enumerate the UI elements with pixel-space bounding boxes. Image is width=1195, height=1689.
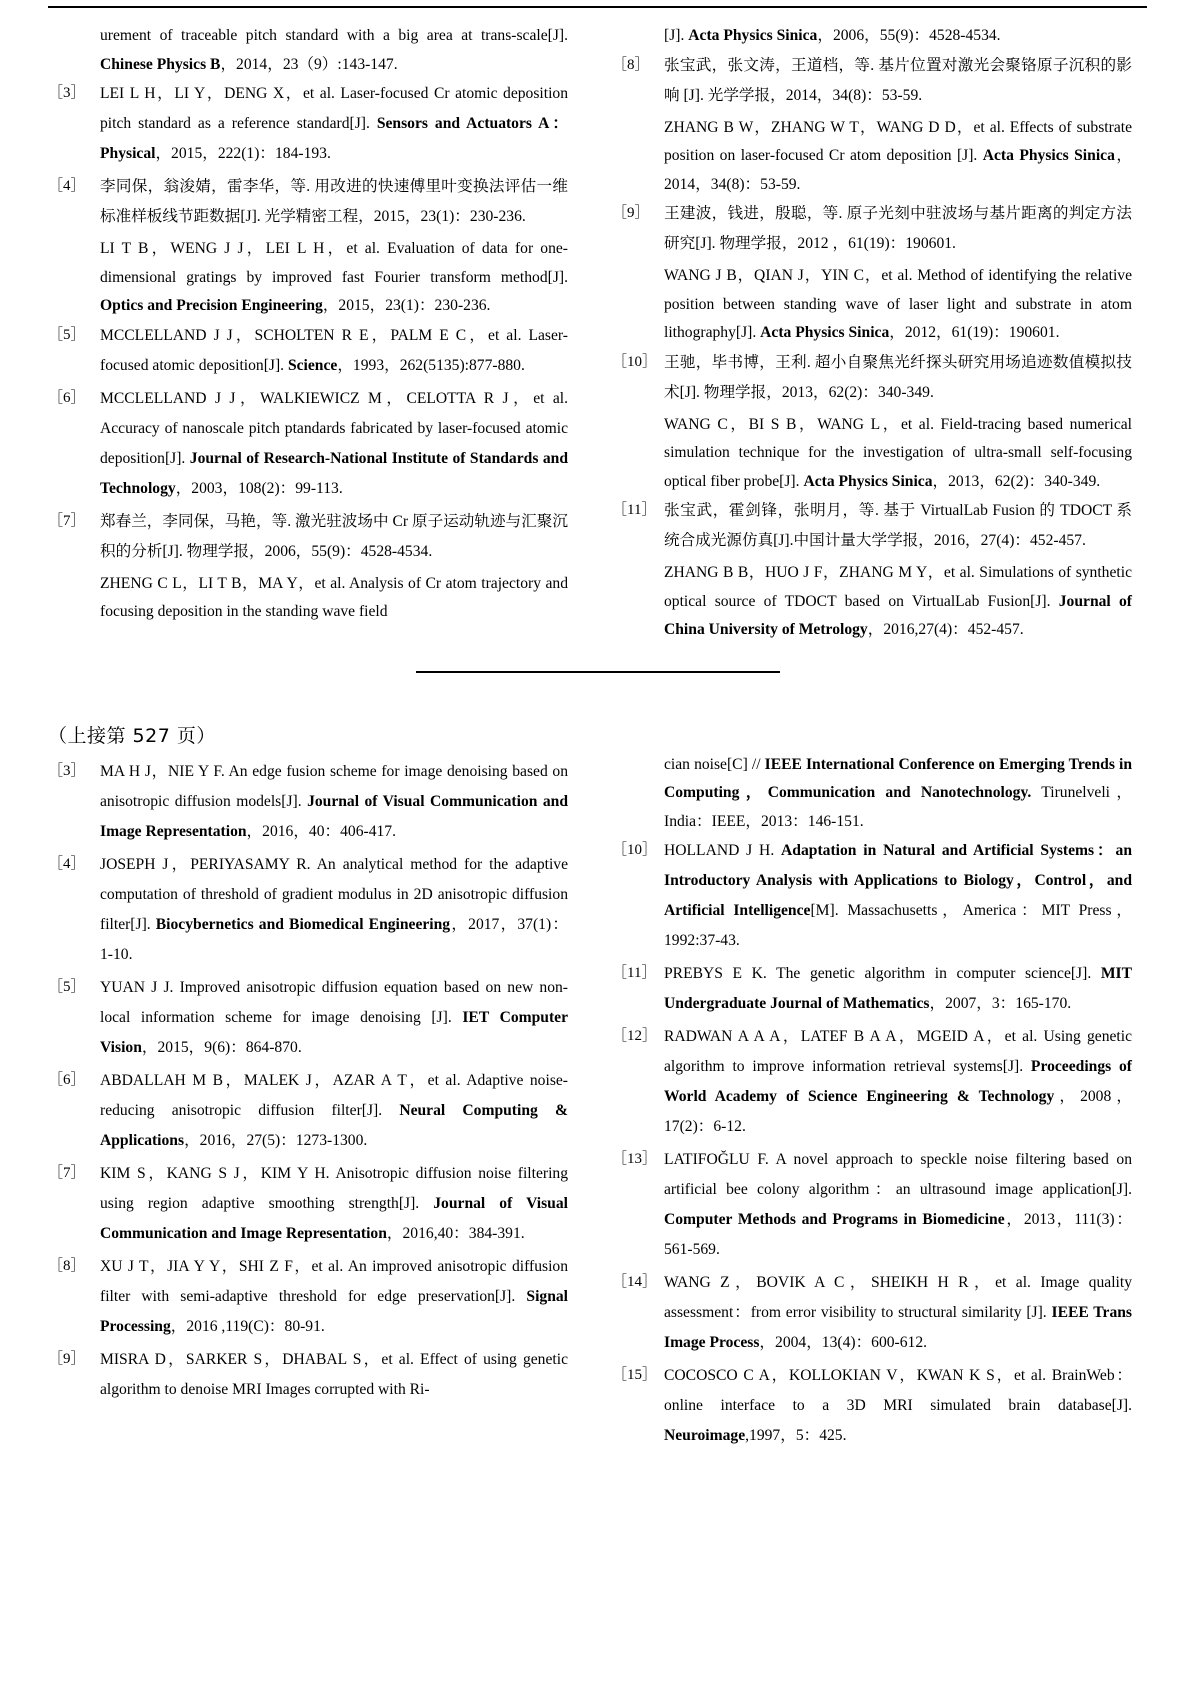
- reference-text: 张宝武，张文涛，王道档，等. 基片位置对激光会聚铬原子沉积的影响 [J]. 光学学报，2014，34(8)：53-59.: [664, 56, 1132, 104]
- reference-continuation-text: cian noise[C] // IEEE International Conference on Emerging Trends in Computing，Communication and Nanotechnology. Tirunelveli，India：IEEE，2013：146-151.: [664, 755, 1132, 830]
- reference-entry: [48, 79, 568, 169]
- reference-entry: [612, 1361, 1132, 1451]
- reference-text: LEI L H，LI Y，DENG X，et al. Laser-focused Cr atomic deposition pitch standard as a reference standard[J]. Sensors and Actuators A：Physical，2015，222(1)：184-193.: [100, 85, 568, 162]
- section-separator: [48, 645, 1147, 699]
- reference-entry: [48, 384, 568, 504]
- reference-entry: [612, 51, 1132, 111]
- reference-text: KIM S，KANG S J，KIM Y H. Anisotropic diffusion noise filtering using region adaptive smoothing strength[J]. Journal of Visual Communication and Image Representation，2016,40：384-391.: [100, 1164, 568, 1242]
- reference-text: MCCLELLAND J J，WALKIEWICZ M，CELOTTA R J，et al. Accuracy of nanoscale pitch ptandards fabricated by laser-focused atomic deposition[J]. Journal of Research-National Institute of Standards and Technology，2003，108(2)：99-113.: [100, 389, 568, 497]
- reference-number: ［5］: [48, 326, 86, 343]
- reference-text: 王驰，毕书博，王利. 超小自聚焦光纤探头研究用场追迹数值模拟技术[J]. 物理学报，2013，62(2)：340-349.: [664, 353, 1132, 401]
- reference-text: RADWAN A A A，LATEF B A A，MGEID A，et al. Using genetic algorithm to improve information retrieval systems[J]. Proceedings of World Academy of Science Engineering & Technology，2008，17(2)：6-12.: [664, 1028, 1132, 1135]
- reference-continuation-text: [J]. Acta Physics Sinica，2006，55(9)：4528-4534.: [664, 27, 1001, 44]
- separator-rule: [416, 671, 780, 673]
- reference-number: ［3］: [48, 85, 86, 101]
- upper-left-column: [48, 22, 568, 645]
- reference-entry: [48, 321, 568, 381]
- reference-entry: [48, 507, 568, 567]
- reference-entry: [612, 1022, 1132, 1142]
- reference-number: ［5］: [48, 978, 86, 995]
- reference-number: ［7］: [48, 512, 86, 529]
- reference-entry: [612, 959, 1132, 1019]
- reference-number: ［9］: [612, 205, 650, 221]
- reference-entry: [48, 1345, 568, 1405]
- reference-entry: [48, 757, 568, 847]
- reference-number: ［4］: [48, 178, 86, 194]
- reference-entry: [612, 496, 1132, 556]
- upper-right-column: [612, 22, 1132, 645]
- reference-translation-text: WANG J B，QIAN J，YIN C，et al. Method of identifying the relative position between standing wave of laser light and substrate in atom lithography[J]. Acta Physics Sinica，2012，61(19)：190601.: [664, 267, 1132, 341]
- reference-text: 张宝武，霍剑锋，张明月，等. 基于 VirtualLab Fusion 的 TDOCT 系统合成光源仿真[J].中国计量大学学报，2016，27(4)：452-457.: [664, 502, 1132, 549]
- reference-text: PREBYS E K. The genetic algorithm in computer science[J]. MIT Undergraduate Journal of Mathematics，2007，3：165-170.: [664, 965, 1132, 1012]
- lower-right-column: [612, 721, 1132, 1455]
- reference-number: ［15］: [612, 1367, 658, 1383]
- column-top-spacer: [612, 721, 1132, 751]
- reference-number: ［8］: [48, 1257, 86, 1274]
- reference-text: 王建波，钱进，殷聪，等. 原子光刻中驻波场与基片距离的判定方法研究[J]. 物理学报，2012 ，61(19)：190601.: [664, 205, 1132, 252]
- lower-left-column: [48, 721, 568, 1455]
- reference-number: ［4］: [48, 855, 86, 872]
- reference-entry: [48, 172, 568, 232]
- reference-entry: [48, 1159, 568, 1249]
- reference-continuation-text: urement of traceable pitch standard with a big area at trans-scale[J]. Chinese Physics B，2014，23（9）:143-147.: [100, 27, 568, 73]
- reference-number: ［11］: [612, 502, 657, 518]
- reference-text: HOLLAND J H. Adaptation in Natural and Artificial Systems：an Introductory Analysis with Applications to Biology，Control，and Artificial Intelligence[M]. Massachusetts，America：MIT Press，1992:37-43.: [664, 842, 1133, 949]
- reference-entry: [612, 836, 1132, 956]
- reference-entry: [612, 348, 1132, 408]
- reference-number: ［10］: [612, 842, 658, 858]
- reference-text: MCCLELLAND J J，SCHOLTEN R E，PALM E C，et al. Laser-focused atomic deposition[J]. Science，1993，262(5135):877-880.: [100, 326, 568, 374]
- reference-text: 郑春兰，李同保，马艳，等. 激光驻波场中 Cr 原子运动轨迹与汇聚沉积的分析[J]. 物理学报，2006，55(9)：4528-4534.: [100, 512, 568, 560]
- reference-text: MA H J，NIE Y F. An edge fusion scheme for image denoising based on anisotropic diffusion models[J]. Journal of Visual Communication and Image Representation，2016，40：406-417.: [100, 762, 568, 840]
- reference-text: COCOSCO C A，KOLLOKIAN V，KWAN K S，et al. BrainWeb：online interface to a 3D MRI simulated brain database[J]. Neuroimage,1997，5：425.: [664, 1367, 1133, 1444]
- lower-reference-section: [48, 699, 1147, 1455]
- reference-number: ［3］: [48, 762, 86, 779]
- reference-translation-text: LI T B，WENG J J，LEI L H，et al. Evaluation of data for one-dimensional gratings by improved fast Fourier transform method[J]. Optics and Precision Engineering，2015，23(1)：230-236.: [100, 240, 568, 314]
- reference-text: LATIFOĞLU F. A novel approach to speckle noise filtering based on artificial bee colony algorithm：an ultrasound image application[J]. Computer Methods and Programs in Biomedicine，2013，111(3)：561-569.: [664, 1151, 1132, 1258]
- reference-number: ［13］: [612, 1151, 658, 1167]
- reference-entry: [48, 850, 568, 970]
- reference-number: ［6］: [48, 1071, 86, 1088]
- reference-translation-text: ZHANG B B，HUO J F，ZHANG M Y，et al. Simulations of synthetic optical source of TDOCT based on VirtualLab Fusion[J]. Journal of China University of Metrology，2016,27(4)：452-457.: [664, 564, 1132, 638]
- reference-text: ABDALLAH M B，MALEK J，AZAR A T，et al. Adaptive noise-reducing anisotropic diffusion filter[J]. Neural Computing & Applications，2016，27(5)：1273-1300.: [100, 1071, 568, 1149]
- reference-translation-text: WANG C，BI S B，WANG L，et al. Field-tracing based numerical simulation technique for the investigation of ultra-small self-focusing optical fiber probe[J]. Acta Physics Sinica，2013，62(2)：340-349.: [664, 415, 1132, 490]
- reference-text: 李同保，翁浚婧，雷李华，等. 用改进的快速傅里叶变换法评估一维标准样板线节距数据[J]. 光学精密工程，2015，23(1)：230-236.: [100, 178, 568, 225]
- reference-translation-text: ZHANG B W，ZHANG W T，WANG D D，et al. Effects of substrate position on laser-focused Cr atom deposition [J]. Acta Physics Sinica，2014，34(8)：53-59.: [664, 118, 1132, 193]
- reference-number: ［12］: [612, 1028, 658, 1044]
- reference-text: WANG Z，BOVIK A C，SHEIKH H R，et al. Image quality assessment：from error visibility to structural similarity [J]. IEEE Trans Image Process，2004，13(4)：600-612.: [664, 1274, 1132, 1351]
- reference-number: ［7］: [48, 1164, 86, 1181]
- reference-entry: [48, 1066, 568, 1156]
- reference-number: ［8］: [612, 56, 650, 73]
- reference-entry: [48, 973, 568, 1063]
- reference-entry: [612, 1145, 1132, 1265]
- reference-entry: [48, 1252, 568, 1342]
- continued-from-page-heading: （上接第 527 页）: [48, 724, 216, 747]
- reference-text: MISRA D，SARKER S，DHABAL S，et al. Effect of using genetic algorithm to denoise MRI Images corrupted with Ri-: [100, 1350, 568, 1398]
- reference-number: ［11］: [612, 965, 657, 981]
- reference-text: JOSEPH J，PERIYASAMY R. An analytical method for the adaptive computation of threshold of gradient modulus in 2D anisotropic diffusion filter[J]. Biocybernetics and Biomedical Engineering，2017，37(1)：1-10.: [100, 855, 568, 963]
- upper-reference-section: [48, 0, 1147, 645]
- reference-number: ［14］: [612, 1274, 658, 1290]
- reference-translation-text: ZHENG C L，LI T B，MA Y，et al. Analysis of Cr atom trajectory and focusing deposition in the standing wave field: [100, 574, 568, 620]
- reference-number: ［6］: [48, 389, 86, 406]
- reference-number: ［9］: [48, 1350, 86, 1367]
- reference-text: XU J T，JIA Y Y，SHI Z F，et al. An improved anisotropic diffusion filter with semi-adaptive threshold for edge preservation[J]. Signal Processing，2016 ,119(C)：80-91.: [100, 1257, 568, 1335]
- page-top-rule: [48, 6, 1147, 8]
- reference-entry: [612, 199, 1132, 259]
- reference-text: YUAN J J. Improved anisotropic diffusion equation based on new non-local information scheme for image denoising [J]. IET Computer Vision，2015，9(6)：864-870.: [100, 978, 569, 1056]
- reference-number: ［10］: [612, 353, 658, 370]
- reference-entry: [612, 1268, 1132, 1358]
